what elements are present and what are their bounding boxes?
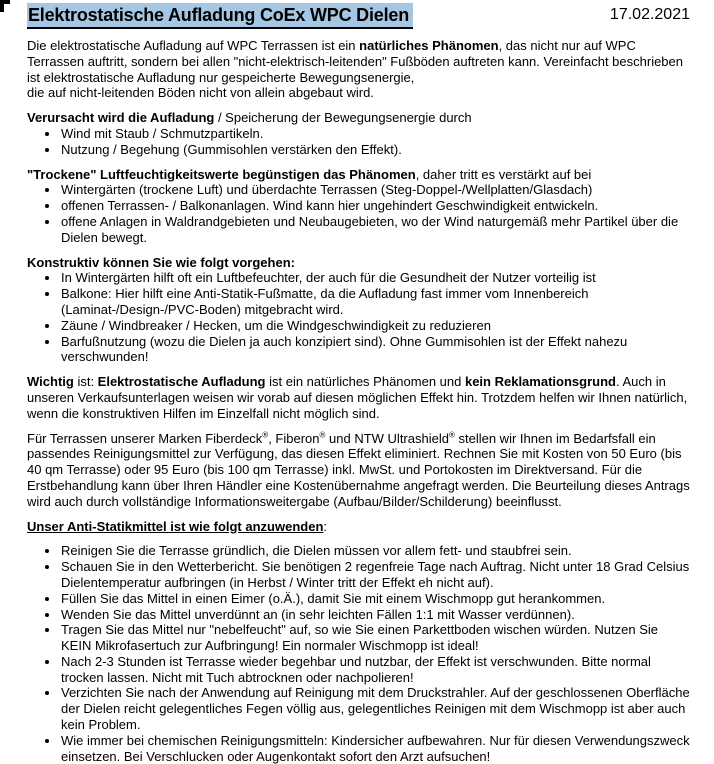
text-run: ist: [73, 374, 98, 390]
text-run: Balkone: Hier hilft eine Anti-Statik-Fußmatte, da die Aufladung fast immer vom Innenbereich (Laminat-/Design-/PVC-Boden) mitgebracht wird. [61, 286, 589, 317]
bullet-item [60, 334, 690, 366]
text-run: Barfußnutzung (wozu die Dielen ja auch konzipiert sind). Ohne Gummisohlen ist der Effekt nahezu verschwunden! [61, 333, 628, 365]
text-run: Schauen Sie in den Wetterbericht. Sie benötigen 2 regenfreie Tage nach Auftrag. Nicht unter 18 Grad Celsius Dielentemperatur aufbringen (in Herbst / Winter tritt der Effekt eh nicht auf). [61, 559, 690, 590]
bullet-item [60, 126, 690, 142]
text-run: Füllen Sie das Mittel in einen Eimer (o.Ä.), damit Sie mit einem Wischmopp gut herankommen. [61, 590, 606, 606]
text-run: Die elektrostatische Aufladung auf WPC Terrassen ist ein [27, 38, 360, 53]
bullet-item [60, 142, 690, 158]
bullet-item [60, 685, 690, 732]
bullet-item [60, 559, 690, 591]
bullet-item [60, 286, 690, 318]
text-run: kein Reklamationsgrund [464, 374, 616, 390]
document-body [27, 38, 690, 764]
bullet-item [60, 733, 690, 764]
text-run: Wind mit Staub / Schmutzpartikeln. [61, 125, 264, 141]
text-run: natürliches Phänomen [359, 38, 499, 53]
bullet-item [60, 214, 690, 246]
text-run: Elektrostatische Aufladung [97, 374, 266, 390]
important-paragraph [27, 374, 690, 421]
bullet-item [60, 543, 690, 559]
section-heading-dry-air [27, 167, 690, 183]
page-title: Elektrostatische Aufladung CoEx WPC Dielen [27, 3, 413, 29]
bullet-item [60, 607, 690, 623]
text-run: ® [319, 430, 326, 440]
text-run: Reinigen Sie die Terrasse gründlich, die Dielen müssen vor allem fett- und staubfrei sein. [61, 543, 572, 559]
text-run: Verzichten Sie nach der Anwendung auf Reinigung mit dem Druckstrahler. Auf der geschlossenen Oberfläche der Dielen reicht gelegentliches Fegen völlig aus, gelegentliches Reinigen mit dem Wischmopp ist aber auch kein Problem. [61, 685, 690, 733]
bullet-item [60, 318, 690, 334]
brands-paragraph [27, 431, 690, 510]
application-list [27, 543, 690, 764]
bullet-item [60, 182, 690, 198]
text-run: Für Terrassen unserer Marken Fiberdeck [27, 430, 263, 446]
text-run: In Wintergärten hilft oft ein Luftbefeuchter, der auch für die Gesundheit der Nutzer vorteilig ist [61, 270, 596, 286]
bullet-item [60, 270, 690, 286]
text-run: , das nicht nur auf WPC Terrassen auftritt, sondern bei allen "nicht-elektrisch-leitenden" Fußböden auftreten kann. Vereinfacht beschrieben ist elektrostatische Aufladung nur gespeicherte Bewegungsenergie, [27, 38, 683, 85]
text-run: die auf nicht-leitenden Böden nicht von allein abgebaut wird. [27, 85, 374, 101]
text-run: Konstruktiv können Sie wie folgt vorgehen: [27, 254, 295, 270]
intro-paragraph [27, 38, 690, 101]
text-run: Nach 2-3 Stunden ist Terrasse wieder begehbar und nutzbar, der Effekt ist verschwunden. Bitte normal trocken lassen. Nicht mit Tuch abtrocknen oder nachpolieren! [61, 653, 651, 685]
bullet-item [60, 198, 690, 214]
text-run: Wie immer bei chemischen Reinigungsmitteln: Kindersicher aufbewahren. Nur für diesen Verwendungszweck einsetzen. Bei Verschlucken oder Augenkontakt sofort den Arzt aufsuchen! [61, 732, 690, 764]
text-run: ® [262, 430, 269, 440]
text-run: Wichtig [27, 374, 74, 390]
text-run: Wintergärten (trockene Luft) und überdachte Terrassen (Steg-Doppel-/Wellplatten/Glasdach) [61, 182, 593, 198]
section-heading-causes [27, 110, 690, 126]
bullet-item [60, 591, 690, 607]
constructive-list [27, 270, 690, 365]
causes-list [27, 126, 690, 158]
text-run: , Fiberon [268, 430, 320, 446]
text-run: , daher tritt es verstärkt auf bei [415, 166, 592, 182]
document-header [27, 3, 690, 29]
bullet-item [60, 654, 690, 686]
text-run: : [323, 518, 328, 534]
document-date: 17.02.2021 [609, 6, 690, 23]
text-run: Nutzung / Begehung (Gummisohlen verstärken den Effekt). [61, 141, 402, 157]
text-run: / Speicherung der Bewegungsenergie durch [214, 110, 472, 126]
text-run: offenen Terrassen- / Balkonanlagen. Wind kann hier ungehindert Geschwindigkeit entwickeln. [61, 198, 599, 214]
bullet-item [60, 622, 690, 654]
text-run: Tragen Sie das Mittel nur "nebelfeucht" auf, so wie Sie einen Parkettboden wischen würden. Nutzen Sie KEIN Mikrofasertuch zur Aufbringung! Ein normaler Wischmopp ist ideal! [61, 622, 658, 654]
scan-artifact-corner [0, 0, 10, 12]
text-run: Unser Anti-Statikmittel ist wie folgt anzuwenden [27, 518, 324, 534]
text-run: "Trockene" Luftfeuchtigkeitswerte begünstigen das Phänomen [27, 166, 416, 182]
text-run: offene Anlagen in Waldrandgebieten und Neubaugebieten, wo der Wind naturgemäß mehr Partikel über die Dielen bewegt. [61, 213, 679, 245]
text-run: ist ein natürliches Phänomen und [265, 374, 465, 390]
text-run: Zäune / Windbreaker / Hecken, um die Windgeschwindigkeit zu reduzieren [61, 317, 491, 333]
dry-air-list [27, 182, 690, 245]
text-run: Verursacht wird die Aufladung [27, 110, 215, 126]
section-heading-constructive [27, 255, 690, 271]
text-run: Wenden Sie das Mittel unverdünnt an (in sehr leichten Fällen 1:1 mit Wasser verdünnen). [61, 606, 575, 622]
section-heading-application [27, 519, 690, 535]
text-run: . Auch in unseren Verkaufsunterlagen weisen wir vorab auf diesen möglichen Effekt hin. Trotzdem helfen wir Ihnen natürlich, wenn die konstruktiven Hilfen im Einzelfall nicht möglich sind. [27, 374, 688, 421]
text-run: und NTW Ultrashield [325, 430, 449, 446]
text-run: stellen wir Ihnen im Bedarfsfall ein passendes Reinigungsmittel zur Verfügung, das diesen Effekt eliminiert. Rechnen Sie mit Kosten von 50 Euro (bis 40 qm Terrasse) oder 95 Euro (bis 100 qm Terrasse) inkl. MwSt. und Portokosten im Direktversand. Für die Erstbehandlung kann über Ihren Händler eine Kostenübernahme angefragt werden. Die Beurteilung dieses Antrags wird auch durch vollständige Informationsweitergabe (Aufbau/Bilder/Schilderung) beeinflusst. [27, 430, 690, 509]
text-run: ® [448, 430, 455, 440]
